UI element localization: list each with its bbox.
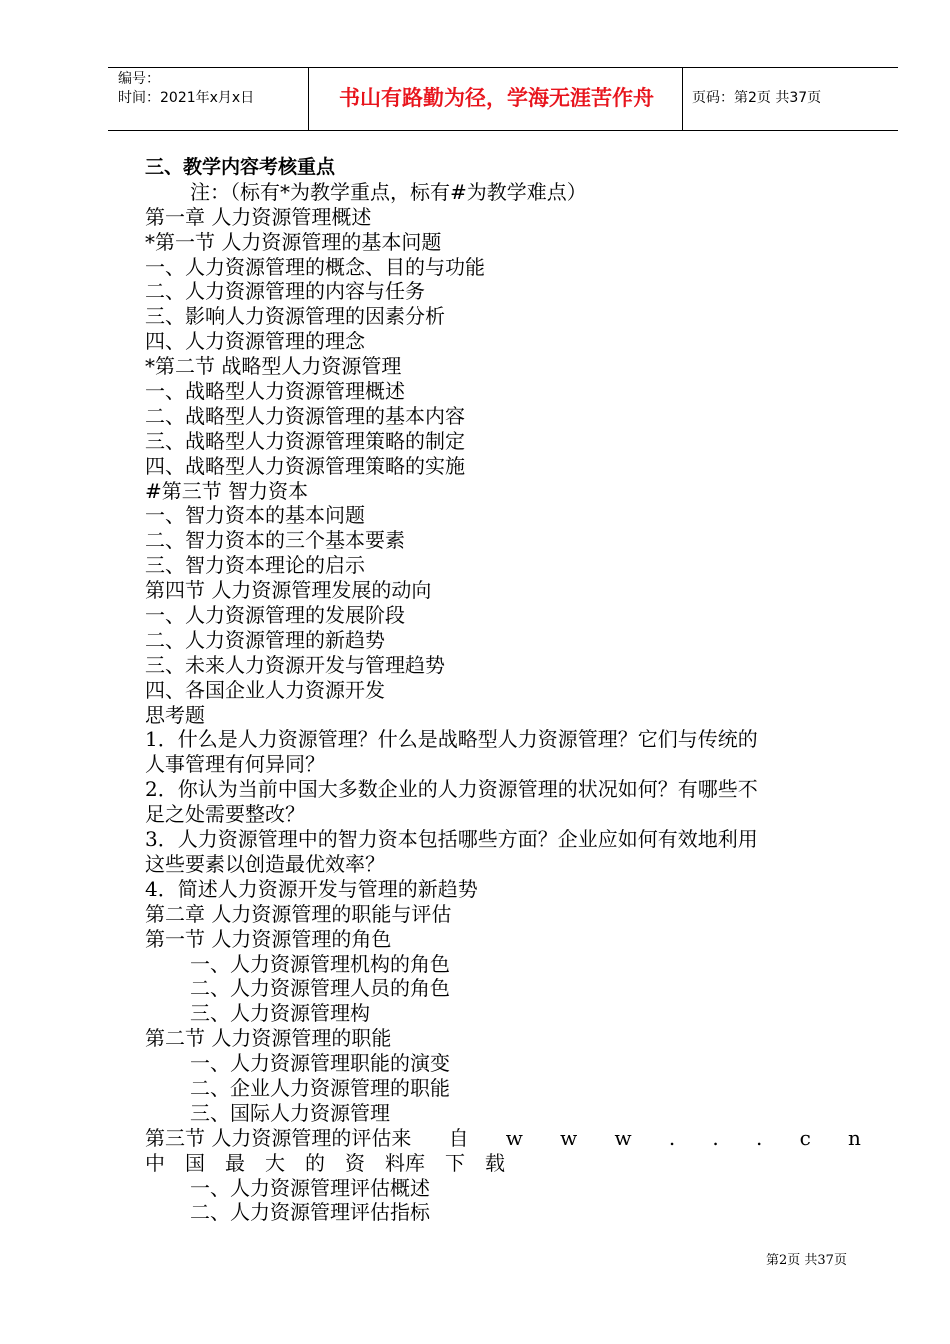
page-footer: 第2页 共37页: [766, 1253, 847, 1268]
outline-line: *第二节 战略型人力资源管理: [145, 354, 402, 379]
outline-line: 二、企业人力资源管理的职能: [190, 1075, 450, 1100]
outline-line: *第一节 人力资源管理的基本问题: [145, 229, 442, 254]
outline-line: 一、人力资源管理职能的演变: [190, 1051, 450, 1076]
outline-line: 四、人力资源管理的理念: [145, 329, 365, 354]
outline-indented-group: [145, 952, 861, 1027]
spread-token: 料库: [385, 1150, 425, 1175]
outline-line: 第一章 人力资源管理概述: [145, 204, 372, 229]
spread-token: .: [668, 1125, 676, 1150]
spread-token: 载: [485, 1150, 505, 1175]
outline-indented-group: [145, 1051, 861, 1126]
outline-line: 二、人力资源管理人员的角色: [190, 976, 450, 1001]
spread-token: 最: [225, 1150, 245, 1175]
outline-line: 二、战略型人力资源管理的基本内容: [145, 403, 465, 428]
spread-token: c: [799, 1125, 811, 1150]
spread-token: 第三节 人力资源管理的评估来: [145, 1125, 412, 1150]
outline-line: 思考题: [145, 702, 205, 727]
spread-token: w: [614, 1125, 632, 1150]
outline-line: 二、人力资源管理的新趋势: [145, 627, 385, 652]
header-page-info: 页码：第2页 共37页: [692, 90, 822, 106]
outline-line: 1．什么是人力资源管理？什么是战略型人力资源管理？它们与传统的: [145, 727, 758, 752]
outline-line: 二、智力资本的三个基本要素: [145, 528, 405, 553]
section-heading: 三、教学内容考核重点: [145, 156, 336, 178]
outline-line: 二、人力资源管理的内容与任务: [145, 279, 425, 304]
note-line: 注：（标有*为教学重点，标有#为教学难点）: [190, 179, 587, 204]
outline-indented-group: [145, 1176, 861, 1226]
outline-line: #第三节 智力资本: [145, 478, 309, 503]
outline-line: 足之处需要整改？: [145, 802, 305, 827]
outline-line: 三、影响人力资源管理的因素分析: [145, 304, 445, 329]
outline-line: 三、人力资源管理构: [190, 1001, 370, 1026]
outline-line: 2．你认为当前中国大多数企业的人力资源管理的状况如何？有哪些不: [145, 777, 758, 802]
outline-line: 一、人力资源管理评估概述: [190, 1175, 430, 1200]
outline-line: 三、智力资本理论的启示: [145, 553, 365, 578]
outline-line: 三、国际人力资源管理: [190, 1100, 390, 1125]
outline-line: 三、战略型人力资源管理策略的制定: [145, 428, 465, 453]
spread-token: 资: [345, 1150, 365, 1175]
spread-token: 自: [448, 1125, 469, 1150]
spread-token: w: [505, 1125, 523, 1150]
document-body: [145, 155, 861, 1225]
outline-line: 4．简述人力资源开发与管理的新趋势: [145, 876, 478, 901]
spread-token: 中: [145, 1150, 165, 1175]
header-meta: [118, 70, 313, 108]
header-divider: [308, 68, 309, 130]
outline-line: 二、人力资源管理评估指标: [190, 1200, 430, 1225]
header-motto: 书山有路勤为径，学海无涯苦作舟: [339, 86, 654, 110]
outline-spread-line: [145, 1151, 505, 1176]
outline-lines: [145, 205, 861, 952]
outline-line: 一、人力资源管理的概念、目的与功能: [145, 254, 485, 279]
outline-spread-line: [145, 1126, 861, 1151]
spread-token: n: [847, 1125, 861, 1150]
spread-token: .: [755, 1125, 763, 1150]
outline-line: 人事管理有何异同？: [145, 752, 325, 777]
document-header: [108, 67, 898, 131]
outline-line: 一、智力资本的基本问题: [145, 503, 365, 528]
time-label: 时间：2021年x月x日: [118, 90, 255, 106]
spread-token: .: [712, 1125, 719, 1150]
outline-line: 这些要素以创造最优效率？: [145, 851, 385, 876]
outline-line: 三、未来人力资源开发与管理趋势: [145, 652, 445, 677]
outline-line: 四、各国企业人力资源开发: [145, 677, 385, 702]
outline-line: 四、战略型人力资源管理策略的实施: [145, 453, 465, 478]
outline-line: 一、战略型人力资源管理概述: [145, 379, 405, 404]
header-divider: [682, 68, 683, 130]
serial-label: 编号：: [118, 71, 160, 87]
spread-token: 大: [265, 1150, 285, 1175]
spread-token: 下: [445, 1150, 465, 1175]
spread-token: 的: [305, 1150, 325, 1175]
outline-line: 第四节 人力资源管理发展的动向: [145, 578, 432, 603]
outline-line: 一、人力资源管理机构的角色: [190, 951, 450, 976]
spread-token: w: [560, 1125, 578, 1150]
outline-line: 第二章 人力资源管理的职能与评估: [145, 901, 452, 926]
spread-token: 国: [185, 1150, 205, 1175]
outline-line: 第二节 人力资源管理的职能: [145, 1026, 392, 1051]
outline-line: 3．人力资源管理中的智力资本包括哪些方面？企业应如何有效地利用: [145, 827, 758, 852]
outline-line: 一、人力资源管理的发展阶段: [145, 603, 405, 628]
outline-line: 第一节 人力资源管理的角色: [145, 926, 392, 951]
